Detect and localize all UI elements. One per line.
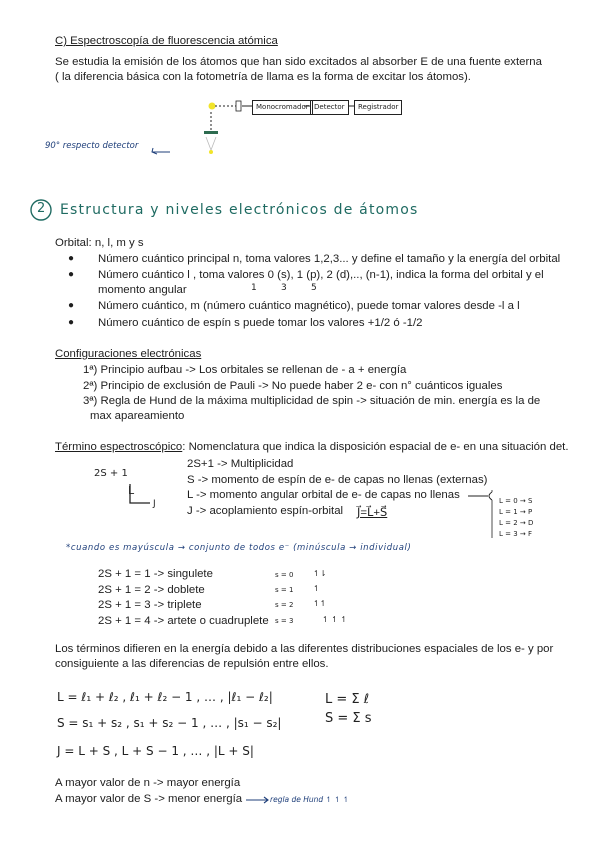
formula-J: J = L + S , L + S − 1 , … , |L + S| — [57, 744, 254, 758]
bullet-icon: ● — [68, 317, 75, 328]
source-icon — [209, 103, 216, 110]
multiplicity-4: 2S + 1 = 4 -> artete o cuadruplete — [98, 615, 269, 627]
registrador-box: Registrador — [354, 100, 402, 115]
formula-L: L = ℓ₁ + ℓ₂ , ℓ₁ + ℓ₂ − 1 , … , |ℓ₁ − ℓ₂| — [57, 690, 273, 704]
l-map-0: L = 0 → S — [499, 497, 533, 505]
hw-2s1: 2S + 1 — [94, 468, 128, 479]
bullet-l-cont: momento angular — [98, 284, 187, 296]
monocromador-box: Monocromador — [252, 100, 313, 115]
spin-value-3: s = 3 — [275, 617, 294, 625]
detector-box: Detector — [310, 100, 349, 115]
orbital-intro: Orbital: n, l, m y s — [55, 237, 144, 249]
l-map-3: L = 3 → F — [499, 530, 533, 538]
bullet-icon: ● — [68, 269, 75, 280]
config-item-2: 2ª) Principio de exclusión de Pauli -> No puede haber 2 e- con n° cuánticos iguales — [83, 380, 503, 392]
j-formula: J⃗=L⃗+S⃗ — [357, 507, 388, 519]
formula-S: S = s₁ + s₂ , s₁ + s₂ − 1 , … , |s₁ − s₂| — [57, 716, 282, 730]
energy-line1: Los términos difieren en la energía debido a las diferentes distribuciones espaciales de los e- y por — [55, 643, 554, 655]
bullet-n: Número cuántico principal n, toma valores 1,2,3... y define el tamaño y la energía del orbital — [98, 253, 561, 265]
config-item-3-cont: max apareamiento — [90, 410, 185, 422]
final-line1: A mayor valor de n -> mayor energía — [55, 777, 241, 789]
hw-sub-1: 1 — [251, 283, 257, 293]
multiplicity-2: 2S + 1 = 2 -> doblete — [98, 584, 205, 596]
bullet-s: Número cuántico de espín s puede tomar los valores +1/2 ó -1/2 — [98, 317, 423, 329]
termino-line-s: S -> momento de espín de e- de capas no llenas (externas) — [187, 474, 488, 486]
case-note: *cuando es mayúscula → conjunto de todos e⁻ (minúscula → individual) — [66, 543, 412, 553]
hw-sub-5: 5 — [311, 283, 317, 293]
section-c-line1: Se estudia la emisión de los átomos que han sido excitados al absorber E de una fuente externa — [55, 56, 542, 68]
multiplicity-1: 2S + 1 = 1 -> singulete — [98, 568, 213, 580]
hw-J: J — [153, 499, 156, 509]
energy-line2: consiguiente a las diferencias de repulsión entre ellos. — [55, 658, 329, 670]
hund-note: regla de Hund ↿ ↿ ↿ — [270, 795, 350, 804]
bullet-icon: ● — [68, 300, 75, 311]
section2-title: Estructura y niveles electrónicos de átomos — [60, 202, 419, 218]
config-item-1: 1ª) Principio aufbau -> Los orbitales se rellenan de - a + energía — [83, 364, 407, 376]
hw-sub-3: 3 — [281, 283, 287, 293]
config-title: Configuraciones electrónicas — [55, 348, 202, 360]
sum-S: S = Σ s — [325, 711, 372, 726]
termino-definition: Término espectroscópico: Nomenclatura que indica la disposición espacial de e- en una situación det. — [55, 441, 569, 453]
bullet-m: Número cuántico, m (número cuántico magnético), puede tomar valores desde -l a l — [98, 300, 520, 312]
spin-arrows-2: ↿↿ — [313, 599, 327, 608]
sum-L: L = Σ ℓ — [325, 692, 370, 707]
termino-line-l: L -> momento angular orbital de e- de capas no llenas — [187, 489, 460, 501]
bullet-icon: ● — [68, 253, 75, 264]
multiplicity-3: 2S + 1 = 3 -> triplete — [98, 599, 202, 611]
final-line2: A mayor valor de S -> menor energía — [55, 793, 243, 805]
config-item-3: 3ª) Regla de Hund de la máxima multiplicidad de spin -> situación de min. energía es la de — [83, 395, 541, 407]
section-number: 2 — [37, 201, 47, 216]
spin-arrows-0: ↿⇂ — [313, 569, 327, 578]
spin-value-2: s = 2 — [275, 601, 294, 609]
l-map-1: L = 1 → P — [499, 508, 533, 516]
spin-arrows-1: ↿ — [313, 584, 320, 593]
termino-line-j: J -> acoplamiento espín-orbital — [187, 505, 344, 517]
hw-L: L — [128, 484, 135, 497]
section-c-line2: ( la diferencia básica con la fotometría de llama es la forma de excitar los átomos). — [55, 71, 471, 83]
bullet-l: Número cuántico l , toma valores 0 (s), 1 (p), 2 (d),.., (n-1), indica la forma del orbital y el — [98, 269, 544, 281]
spin-value-1: s = 1 — [275, 586, 294, 594]
section-c-title: C) Espectroscopía de fluorescencia atómica — [55, 35, 278, 47]
l-map-2: L = 2 → D — [499, 519, 534, 527]
flame-cell — [204, 131, 218, 134]
termino-line-multiplicity: 2S+1 -> Multiplicidad — [187, 458, 294, 470]
spin-arrows-3: ↿ ↿ ↿ — [322, 615, 348, 624]
angle-annotation: 90° respecto detector — [45, 141, 139, 151]
spin-value-0: s = 0 — [275, 571, 294, 579]
